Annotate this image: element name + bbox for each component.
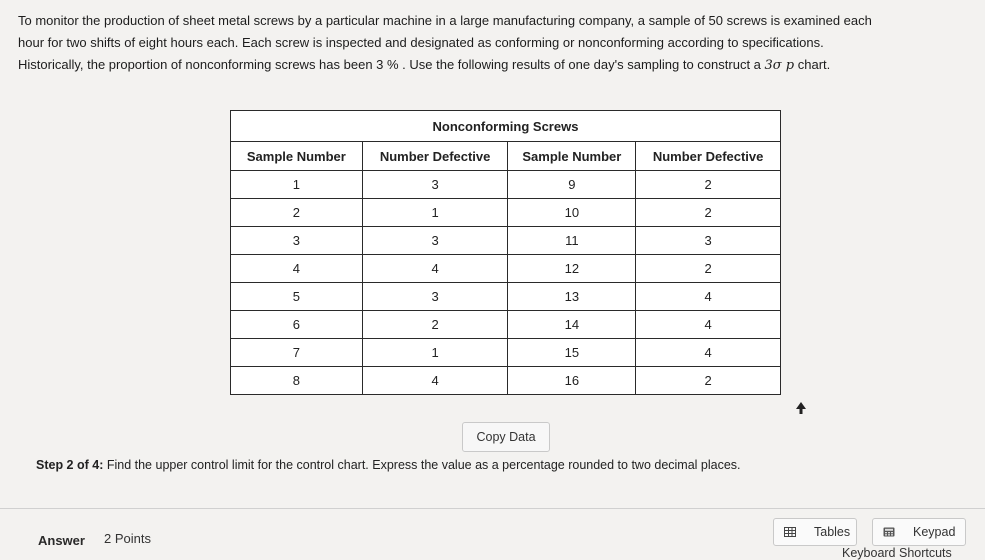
table-cell: 3 <box>362 283 508 311</box>
step-text: Find the upper control limit for the control chart. Express the value as a percentage rounded to two decimal places. <box>103 458 741 472</box>
table-cell: 5 <box>231 283 363 311</box>
table-cell: 13 <box>508 283 636 311</box>
keypad-button[interactable] <box>872 518 966 546</box>
column-header-number-defective: Number Defective <box>636 142 781 171</box>
table-cell: 3 <box>231 227 363 255</box>
tables-label: Tables <box>814 525 851 539</box>
column-header-number-defective: Number Defective <box>362 142 508 171</box>
table-cell: 4 <box>362 255 508 283</box>
table-row <box>231 227 781 255</box>
table-cell: 7 <box>231 339 363 367</box>
table-icon <box>784 527 796 537</box>
problem-statement <box>18 10 983 77</box>
table-cell: 4 <box>636 283 781 311</box>
step-number: Step 2 of 4: <box>36 458 104 472</box>
table-cell: 16 <box>508 367 636 395</box>
table-cell: 1 <box>362 199 508 227</box>
table-cell: 12 <box>508 255 636 283</box>
divider <box>0 508 985 509</box>
table-cell: 15 <box>508 339 636 367</box>
nonconforming-screws-table <box>230 110 781 395</box>
column-header-sample-number: Sample Number <box>231 142 363 171</box>
problem-line-3-text: Historically, the proportion of nonconforming screws has been 3 % . Use the following results of one day's sampling to construct a <box>18 57 765 72</box>
table-cell: 2 <box>636 367 781 395</box>
problem-line-1: To monitor the production of sheet metal screws by a particular machine in a large manufacturing company, a sample of 50 screws is examined each <box>18 13 872 28</box>
table-cell: 4 <box>231 255 363 283</box>
table-cell: 2 <box>636 171 781 199</box>
table-cell: 1 <box>231 171 363 199</box>
column-header-sample-number: Sample Number <box>508 142 636 171</box>
points-label: 2 Points <box>104 531 151 546</box>
table-cell: 4 <box>636 339 781 367</box>
table-row <box>231 171 781 199</box>
table-cell: 4 <box>636 311 781 339</box>
table-cell: 6 <box>231 311 363 339</box>
problem-line-3-end: chart. <box>794 57 831 72</box>
table-row <box>231 311 781 339</box>
tables-button[interactable] <box>773 518 857 546</box>
keyboard-shortcuts-link[interactable]: Keyboard Shortcuts <box>842 546 952 560</box>
sigma-p-math: 3σ p <box>764 58 795 73</box>
mouse-cursor-icon <box>796 402 806 414</box>
table-cell: 4 <box>362 367 508 395</box>
table-cell: 2 <box>636 199 781 227</box>
answer-label: Answer <box>38 533 85 548</box>
calculator-icon <box>883 527 895 537</box>
table-body <box>231 171 781 395</box>
table-cell: 3 <box>636 227 781 255</box>
table-cell: 1 <box>362 339 508 367</box>
step-instruction <box>36 458 741 472</box>
table-row <box>231 283 781 311</box>
table-cell: 14 <box>508 311 636 339</box>
table-cell: 2 <box>231 199 363 227</box>
table-row <box>231 199 781 227</box>
table-cell: 10 <box>508 199 636 227</box>
table-cell: 3 <box>362 227 508 255</box>
table-row <box>231 339 781 367</box>
keypad-label: Keypad <box>913 525 956 539</box>
table-row <box>231 367 781 395</box>
problem-line-2: hour for two shifts of eight hours each. Each screw is inspected and designated as conforming or nonconforming according to specifications. <box>18 35 824 50</box>
table-cell: 2 <box>362 311 508 339</box>
copy-data-button[interactable]: Copy Data <box>462 422 550 452</box>
table-cell: 3 <box>362 171 508 199</box>
table-caption: Nonconforming Screws <box>231 111 781 142</box>
table-cell: 11 <box>508 227 636 255</box>
table-row <box>231 255 781 283</box>
table-cell: 2 <box>636 255 781 283</box>
table-cell: 9 <box>508 171 636 199</box>
problem-line-3 <box>18 54 983 77</box>
table-cell: 8 <box>231 367 363 395</box>
